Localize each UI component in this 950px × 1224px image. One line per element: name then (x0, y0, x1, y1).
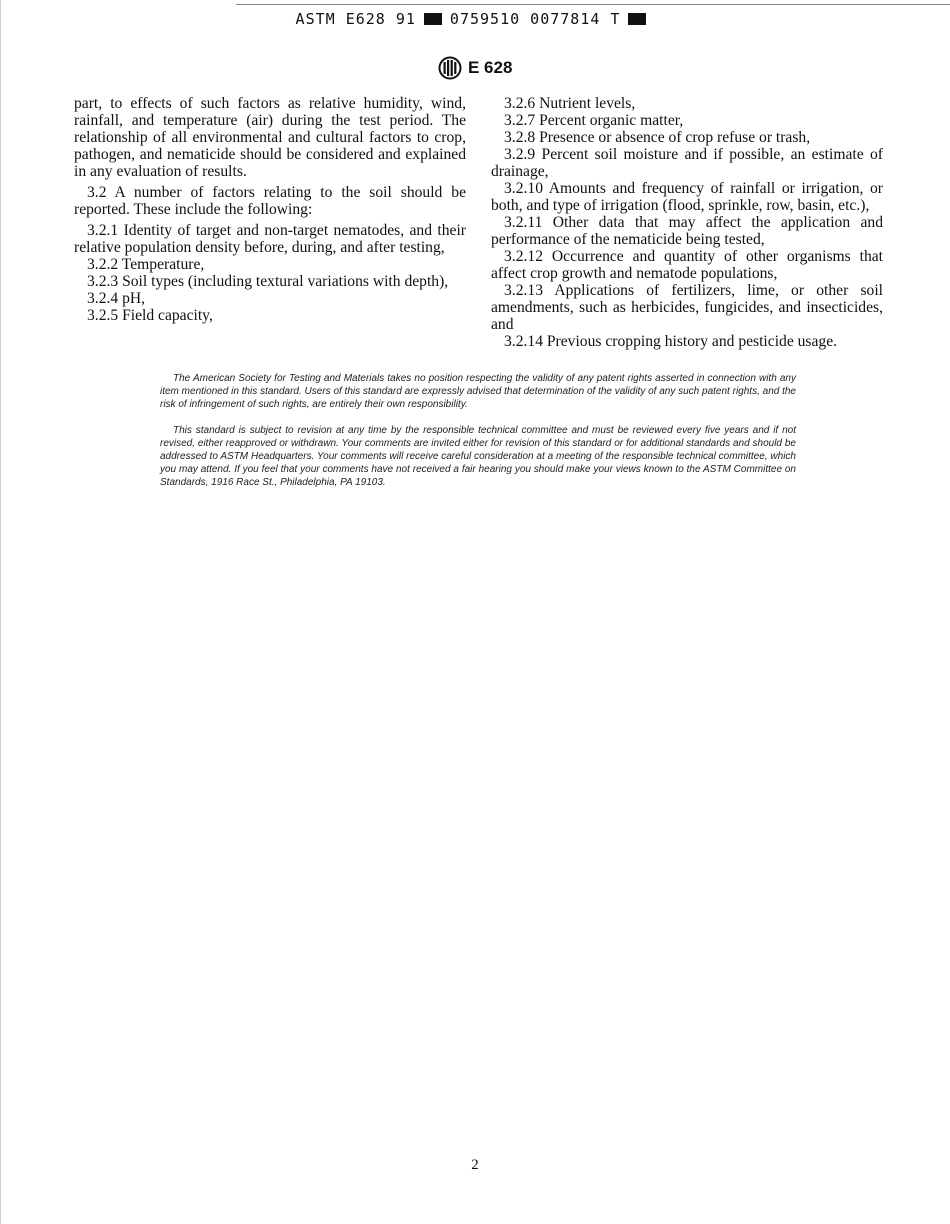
page-number: 2 (471, 1157, 479, 1173)
paragraph: part, to effects of such factors as relative humidity, wind, rainfall, and temperature (air) during the test period. The relationship of all environmental and cultural factors to crop, pathogen, and nematicide should be considered and explained in any evaluation of results. (74, 95, 466, 180)
list-item: 3.2.13 Applications of fertilizers, lime, or other soil amendments, such as herbicides, fungicides, and insecticides, and (491, 282, 883, 333)
header-line (0, 10, 950, 28)
list-item: 3.2.14 Previous cropping history and pesticide usage. (504, 333, 838, 350)
list-item: 3.2.9 Percent soil moisture and if possible, an estimate of drainage, (491, 146, 883, 180)
black-block-marker (424, 13, 442, 25)
footer-notes (160, 372, 796, 489)
top-rule (236, 4, 950, 5)
header-code-right: 0759510 0077814 T (449, 10, 621, 28)
list-item: 3.2.7 Percent organic matter, (504, 112, 684, 129)
designation (438, 56, 512, 80)
patent-notice: The American Society for Testing and Materials takes no position respecting the validity of any patent rights asserted in connection with any item mentioned in this standard. Users of this standard are expressly advised that determination of the validity of any such patent rights, and the risk of infringement of such rights, are entirely their own responsibility. (160, 373, 796, 410)
paragraph: 3.2 A number of factors relating to the soil should be reported. These include the following: (74, 184, 466, 218)
list-item: 3.2.5 Field capacity, (87, 307, 213, 324)
list-item: 3.2.4 pH, (87, 290, 146, 307)
list-item: 3.2.10 Amounts and frequency of rainfall or irrigation, or both, and type of irrigation (flood, sprinkle, row, basin, etc.), (491, 180, 883, 214)
list-item: 3.2.2 Temperature, (87, 256, 205, 273)
list-item: 3.2.11 Other data that may affect the application and performance of the nematicide being tested, (491, 214, 883, 248)
black-block-marker (628, 13, 646, 25)
left-column (74, 95, 466, 324)
designation-text: E 628 (468, 58, 513, 77)
list-item: 3.2.12 Occurrence and quantity of other organisms that affect crop growth and nematode populations, (491, 248, 883, 282)
list-item: 3.2.6 Nutrient levels, (504, 95, 636, 112)
revision-notice: This standard is subject to revision at any time by the responsible technical committee and must be reviewed every five years and if not revised, either reapproved or withdrawn. Your comments are invited either for revision of this standard or for additional standards and should be addressed to ASTM Headquarters. Your comments will receive careful consideration at a meeting of the responsible technical committee, which you may attend. If you feel that your comments have not received a fair hearing you should make your views known to the ASTM Committee on Standards, 1916 Race St., Philadelphia, PA 19103. (160, 425, 796, 488)
paragraph: 3.2.1 Identity of target and non-target nematodes, and their relative population density before, during, and after testing, (74, 222, 466, 256)
list-item: 3.2.8 Presence or absence of crop refuse or trash, (504, 129, 811, 146)
astm-logo-icon (438, 56, 462, 80)
right-column (491, 95, 883, 350)
list-item: 3.2.3 Soil types (including textural variations with depth), (87, 273, 449, 290)
header-code-left: ASTM E628 91 (295, 10, 416, 28)
scan-edge (0, 0, 1, 1224)
